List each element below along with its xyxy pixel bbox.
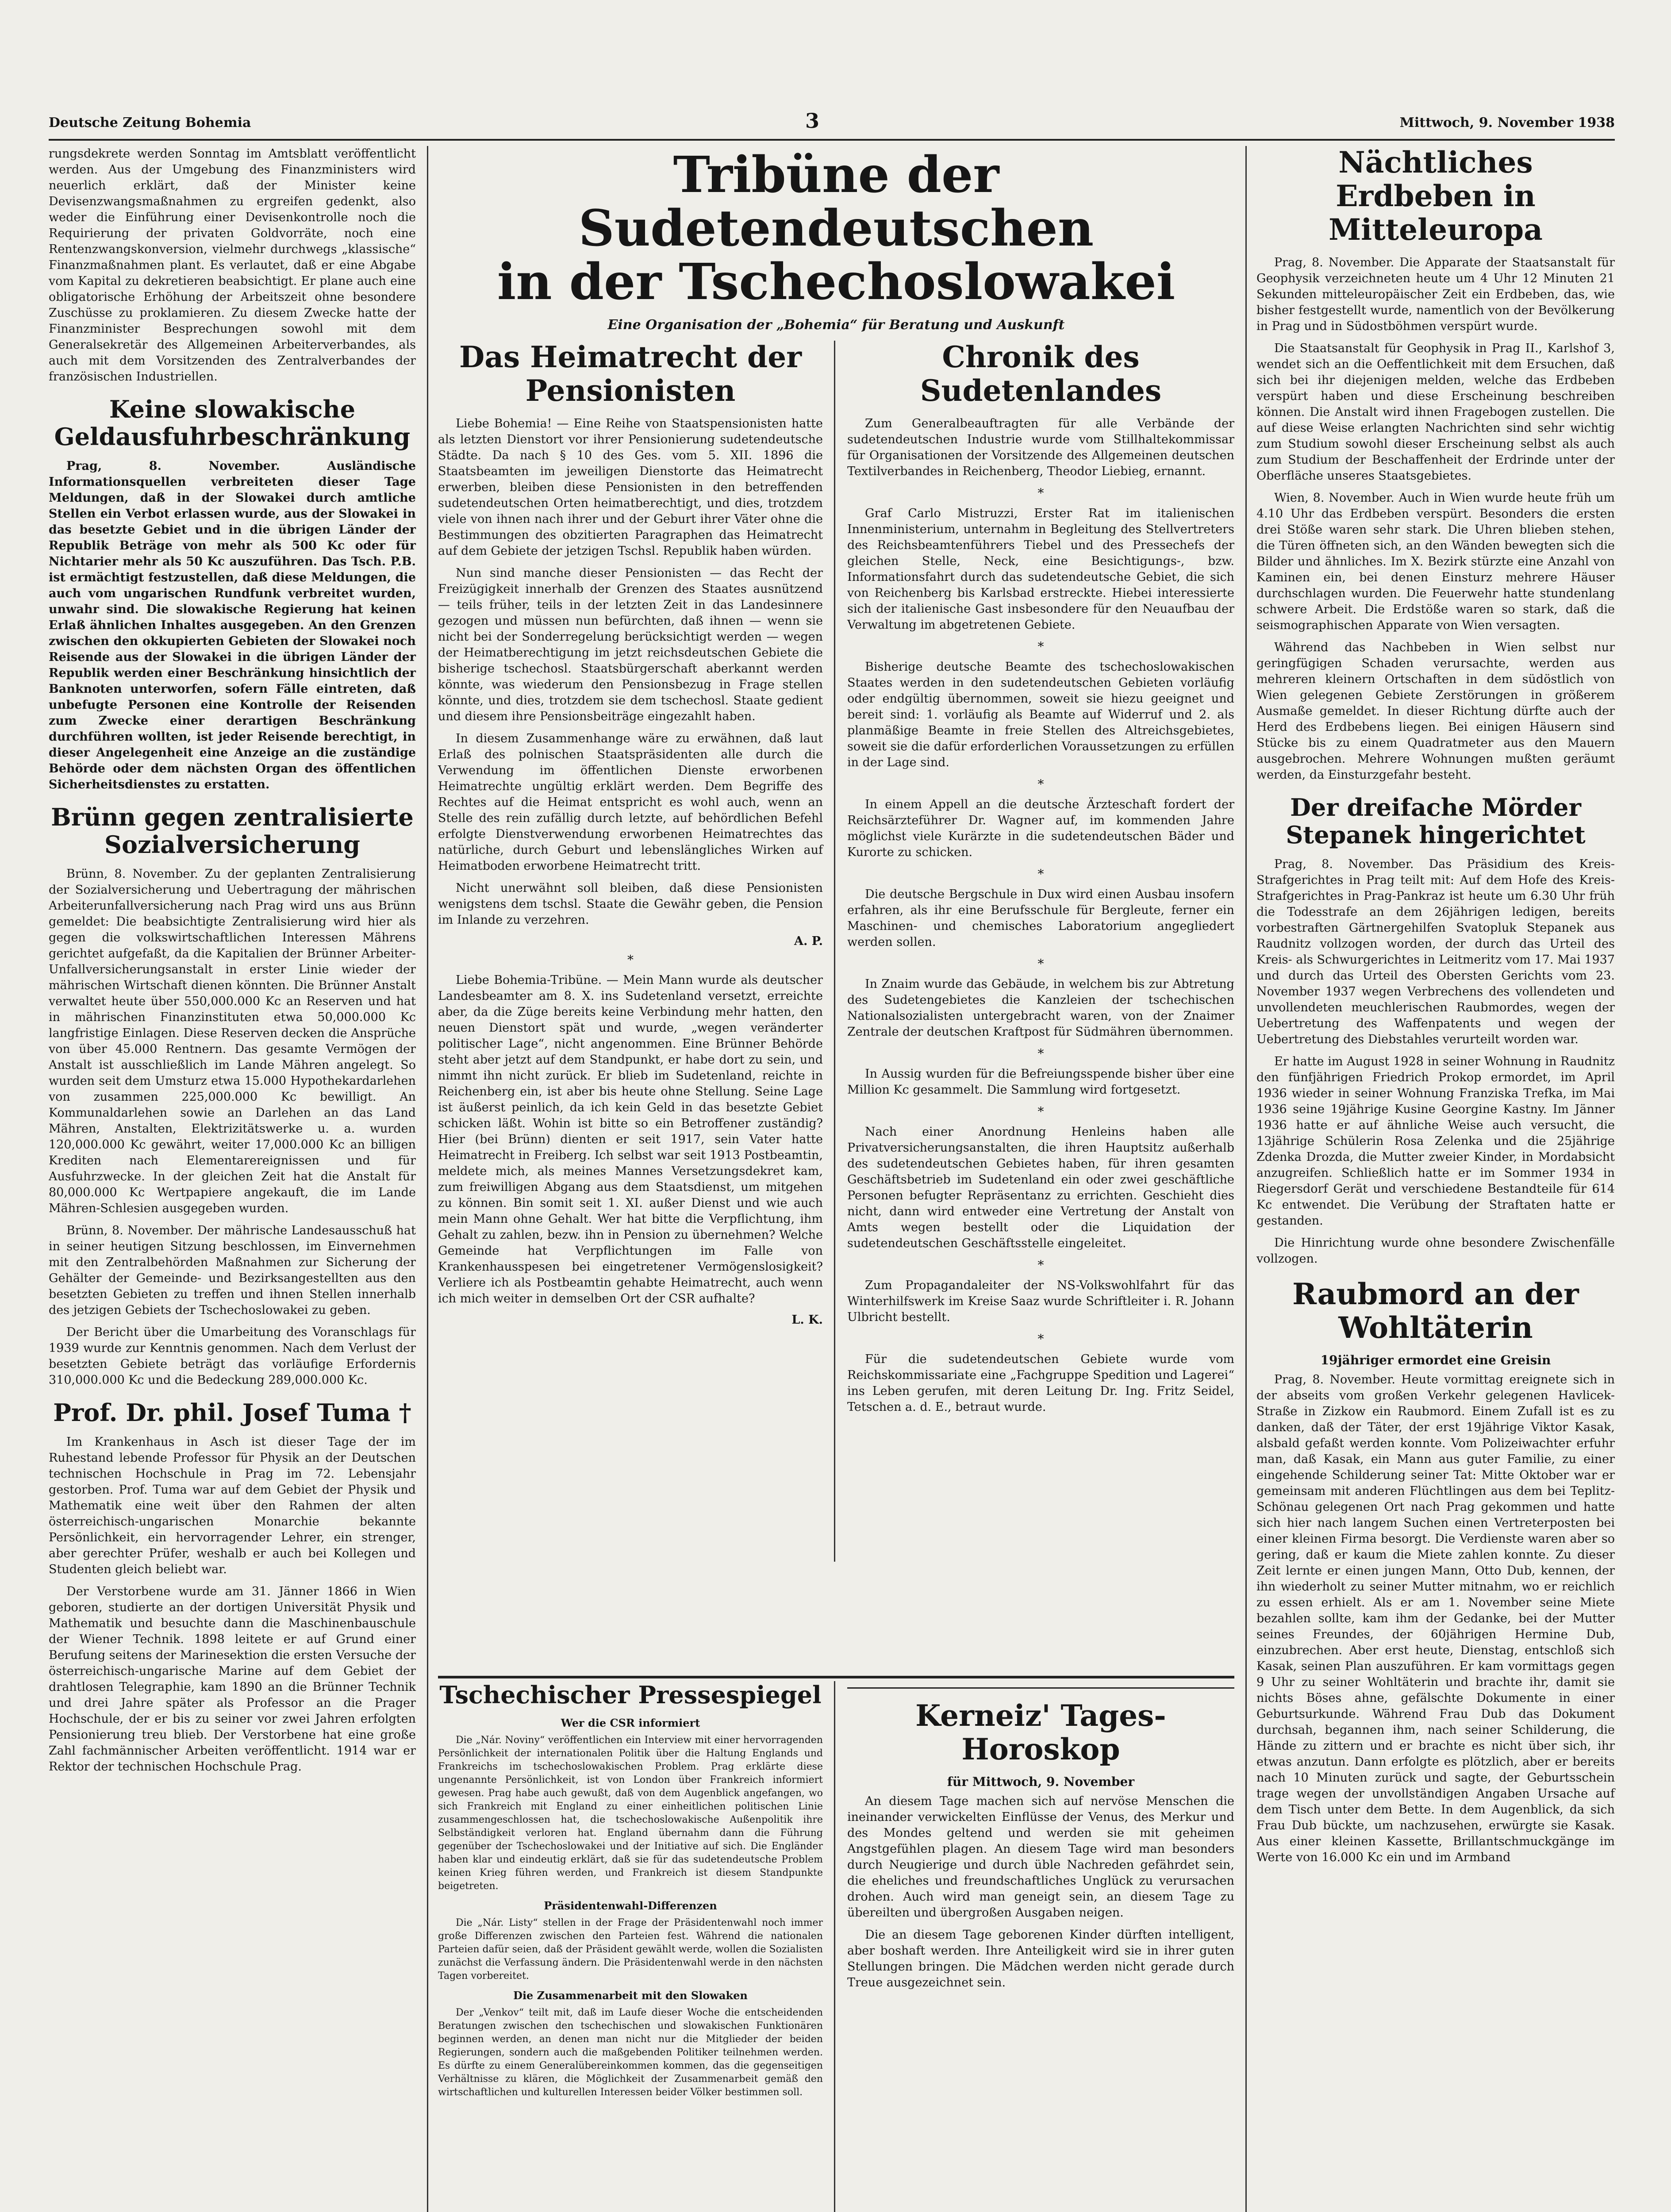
article-text: Nicht unerwähnt soll bleiben, daß diese Pensionisten wenigstens dem tschsl. Staate die Gewähr geben, die Pension im Inlande zu verzehren. bbox=[438, 881, 823, 927]
article-text: Nun sind manche dieser Pensionisten — das Recht der Freizügigkeit innerhalb der Grenzen des Staates ausnützend — teils früher, teils in der letzten Zeit in das Landesinnere gezogen und müssen nun befürchten, daß ihnen — wenn sie nicht bei der Sonderregelung berücksichtigt werden — wegen der Heimatberechtigung im jetzt reichsdeutschen Gebiete die bisherige tschechosl. Staatsbürgerschaft aberkannt werden könnte, was wiederum den Pensionsbezug in Frage stellen könnte, und dies, trotzdem sie dem tschechosl. Staate gedient und diesem ihre Pensionsbeiträge eingezahlt haben. bbox=[438, 566, 823, 723]
article-text: Zum Propagandaleiter der NS-Volkswohlfahrt für das Winterhilfswerk im Kreise Saaz wurde Schriftleiter i. R. Johann Ulbricht bestellt. bbox=[847, 1278, 1234, 1324]
separator-star: * bbox=[1037, 1331, 1044, 1346]
article-text: Prag, 8. November. Heute vormittag ereignete sich in der abseits vom großen Verkehr gelegenen Havlicek-Straße in Zizkow ein Raubmord. Einem Zufall ist es zu danken, daß der Täter, der erst 19jährige Viktor Kasak, alsbald gefaßt werden konnte. Vom Polizeiwachter erfuhr man, daß Kasak, ein Mann aus guter Familie, zu einer eingehende Schilderung seiner Tat: Mitte Oktober war er gemeinsam mit anderen Flüchtlingen aus dem bei Teplitz-Schönau gelegenen Ort nach Prag gekommen und hatte sich hier nach langem Suchen einen Vertreterposten bei einer kleinen Firma besorgt. Die Verdienste waren aber so gering, daß er kaum die Miete zahlen konnte. Zu dieser Zeit lernte er einen jungen Mann, Otto Dub, kennen, der ihn wiederholt zu seiner Mutter mitnahm, wo er reichlich zu essen erhielt. Als er am 1. November seine Miete bezahlen sollte, kam ihm der Gedanke, bei der Mutter seines Freundes, der 60jährigen Hermine Dub, einzubrechen. Aber erst heute, Dienstag, entschloß sich Kasak, seinen Plan auszuführen. Er kam vormittags gegen 9 Uhr zu seiner Wohltäterin und brachte ihr, damit sie nichts Böses ahne, gefälschte Dokumente in einer Geburtsurkunde. Während Frau Dub das Dokument durchsah, begannen ihm, nach seiner Schilderung, die Hände zu zittern und er brachte es nicht über sich, ihr etwas anzutun. Dann erfolgte es plötzlich, aber er bereits nach 10 Minuten zurück und sagte, der Geburtsschein trage wegen der unvollständigen Angaben Ursache auf dem Tisch unter dem Bette. In dem Augenblick, da sich Frau Dub bückte, um nachzusehen, erwürgte sie Kasak. Aus einer kleinen Kassette, Brillantschmuckgänge im Werte von 16.000 Kc ein und im Armband bbox=[1256, 1372, 1615, 1864]
subheading: Präsidentenwahl-Differenzen bbox=[544, 1899, 717, 1912]
article-text: Brünn, 8. November. Der mährische Landesausschuß hat in seiner heutigen Sitzung beschlossen, im Einvernehmen mit den Zentralbehörden Maßnahmen zur Sicherung der Gehälter der Gemeinde- und Bezirksangestellten aus den besetzten Gebieten zu treffen und ihnen Stellen innerhalb des jetzigen Gebiets der Tschechoslowakei zu geben. bbox=[49, 1224, 416, 1317]
separator-star: * bbox=[1037, 956, 1044, 971]
tribune-section bbox=[438, 146, 1234, 2098]
article-text: Nach einer Anordnung Henleins haben alle Privatversicherungsanstalten, die ihren Hauptsitz außerhalb des sudetendeutschen Gebietes haben, für ihren gesamten Geschäftsbetrieb im Sudetenland ein oder zwei geschäftliche Personen befugter Repräsentanz zu errichten. Geschieht dies nicht, dann wird entweder eine Vertretung der Anstalt von Amts wegen bestellt oder die Liquidation der sudetendeutschen Geschäftsstelle eingeleitet. bbox=[847, 1125, 1234, 1250]
tribune-right-column bbox=[847, 341, 1234, 1421]
subheading: für Mittwoch, 9. November bbox=[947, 1774, 1135, 1789]
article-text: Prag, 8. November. Die Apparate der Staatsanstalt für Geophysik verzeichneten heute um 4 Uhr 12 Minuten 21 Sekunden mitteleuropäischer Zeit ein Erdbeben, das, wie bisher festgestellt wurde, namentlich von der Bevölkerung in Prag und in Südostböhmen verspürt wurde. bbox=[1256, 255, 1615, 333]
article-text: Prag, 8. November. Ausländische Informationsquellen verbreiteten dieser Tage Meldungen, daß in der Slowakei durch amtliche Stellen ein Verbot erlassen wurde, aus der Slowakei in das besetzte Gebiet und in die übrigen Länder der Republik Beträge von mehr als 500 Kc oder für Nichtarier mehr als 50 Kc auszuführen. Das Tsch. P.B. ist ermächtigt festzustellen, daß diese Meldungen, die auch vom ungarischen Rundfunk verbreitet wurden, unwahr sind. Die slowakische Regierung hat keinen Erlaß ähnlichen Inhaltes ausgegeben. An den Grenzen zwischen den okkupierten Gebieten der Slowakei noch Reisende aus der Slowakei in die übrigen Länder der Republik werden einer Beschränkung hinsichtlich der Banknoten unterworfen, sofern Fälle eintreten, daß unbefugte Personen eine Kontrolle der Reisenden zum Zwecke einer derartigen Beschränkung durchführen wollten, ist jeder Reisende berechtigt, in dieser Angelegenheit eine Anzeige an die zuständige Behörde oder dem nächsten Organ des öffentlichen Sicherheitsdienstes zu erstatten. bbox=[49, 459, 416, 792]
separator-star: * bbox=[1037, 866, 1044, 881]
tribune-subtitle: Eine Organisation der „Bohemia“ für Beratung und Auskunft bbox=[607, 317, 1065, 333]
article-text: Die deutsche Bergschule in Dux wird einen Ausbau insofern erfahren, als ihr eine Berufsschule für Bergleute, ferner ein Maschinen- und chemisches Laboratorium angegliedert werden sollen. bbox=[847, 887, 1234, 949]
article-text: Wien, 8. November. Auch in Wien wurde heute früh um 4.10 Uhr das Erdbeben verspürt. Besonders die ersten drei Stöße waren sehr stark. Die Uhren blieben stehen, die Türen öffneten sich, an den Wänden bewegten sich die Bilder und ähnliches. Im X. Bezirk stürzte eine Anzahl von Kaminen ein, bei denen Einsturz mehrere Häuser durchschlagen wurden. Die Feuerwehr hatte stundenlang schwere Arbeit. Die Erdstöße waren so stark, daß die seismographischen Apparate von Wien versagten. bbox=[1256, 491, 1615, 632]
headline-heimatrecht: Das Heimatrecht der Pensionisten bbox=[459, 339, 802, 408]
header-rule bbox=[49, 139, 1615, 141]
newspaper-page bbox=[49, 102, 1615, 2212]
separator-star: * bbox=[627, 952, 634, 967]
article-text: In Znaim wurde das Gebäude, in welchem bis zur Abtretung des Sudetengebietes die Kanzleien der tschechischen Nationalsozialisten untergebracht waren, von der Znaimer Zentrale der deutschen Kraftpost für Südmähren übernommen. bbox=[847, 977, 1234, 1039]
lower-center bbox=[438, 1668, 1234, 2098]
issue-date: Mittwoch, 9. November 1938 bbox=[1399, 115, 1615, 131]
section-rule bbox=[847, 1687, 1234, 1689]
subheading: Wer die CSR informiert bbox=[561, 1717, 700, 1730]
article-text: An diesem Tage machen sich auf nervöse Menschen die ineinander verwickelten Einflüsse der Venus, des Merkur und des Mondes geltend und werden sie mit geheimen Angstgefühlen plagen. An diesem Tage wird man besonders durch Neugierige und durch üble Nachreden gefährdet sein, die eheliches und freundschaftliches Unglück zu verursachen drohen. Auch wird man geneigt sein, an diesem Tage zu übereilten und übergroßen Ausgaben neigen. bbox=[847, 1794, 1234, 1920]
headline-raubmord: Raubmord an der Wohltäterin bbox=[1292, 1276, 1579, 1345]
tribune-left-column bbox=[438, 341, 823, 1331]
article-text: Er hatte im August 1928 in seiner Wohnung in Raudnitz den fünfjährigen Friedrich Prokop ermordet, im April 1936 wieder in seiner Wohnung Franziska Trefka, im Mai 1936 seine 19jährige Kusine Georgine Kastny. Im Jänner 1936 hatte er auf ähnliche Weise auch versucht, die 13jährige Schülerin Rosa Zelenka und die 25jährige Zdenka Drozda, die Mutter zweier Kinder, in Mordabsicht anzugreifen. Schließlich hatte er im Sommer 1934 in Riegersdorf Gerät und verschiedene Bestandteile für 614 Kc entwendet. Die Verübung der Straftaten hatte er gestanden. bbox=[1256, 1054, 1615, 1228]
headline-sozialversicherung: Brünn gegen zentralisierte Sozialversicherung bbox=[51, 803, 414, 859]
subheading: 19jähriger ermordet eine Greisin bbox=[1320, 1352, 1551, 1367]
headline-stepanek: Der dreifache Mörder Stepanek hingerichtet bbox=[1286, 793, 1586, 849]
separator-star: * bbox=[1037, 776, 1044, 791]
tribune-title-line2: in der Tschechoslowakei bbox=[497, 253, 1175, 311]
headline-chronik: Chronik des Sudetenlandes bbox=[920, 339, 1162, 408]
column-divider bbox=[834, 1681, 835, 2212]
article-text: In diesem Zusammenhange wäre zu erwähnen, daß laut Erlaß des polnischen Staatspräsidenten alle durch die Verwendung im öffentlichen Dienste erworbenen Heimatrechte ungültig erklärt werden. Dem Begriffe des Rechtes auf die Heimat entspricht es wohl auch, wenn an Stelle des rein zufällig durch letzte, auf behördlichen Befehl erfolgte Dienstverwendung erworbenen Heimatrechtes das natürliche, durch Geburt und lebenslängliches Wirken auf Heimatboden erworbene Heimatrecht tritt. bbox=[438, 731, 823, 873]
article-text: Prag, 8. November. Das Präsidium des Kreis-Strafgerichtes in Prag teilt mit: Auf dem Hofe des Kreis-Strafgerichtes in Prag-Pankraz ist heute um 6.30 Uhr früh die Todesstrafe an dem 26jährigen ledigen, bereits vorbestraften Gärtnergehilfen Svatopluk Stepanek aus Raudnitz vollzogen worden, der durch das Urteil des Kreis- als Schwurgerichtes in Leitmeritz vom 17. Mai 1937 und durch das Urteil des Obersten Gerichts vom 23. November 1937 wegen Verbrechens des vollendeten und unvollendeten meuchlerischen Raubmordes, wegen der Uebertretung des Waffenpatents und wegen der Uebertretung des Diebstahles verurteilt worden war. bbox=[1256, 857, 1615, 1046]
article-text: Im Krankenhaus in Asch ist dieser Tage der im Ruhestand lebende Professor für Physik an der Deutschen technischen Hochschule in Prag im 72. Lebensjahr gestorben. Prof. Tuma war auf dem Gebiet der Physik und Mathematik eine weit über den Rahmen der alten österreichisch-ungarischen Monarchie bekannte Persönlichkeit, ein hervorragender Lehrer, ein strenger, aber gerechter Prüfer, weshalb er auch bei Kollegen und Studenten gleich beliebt war. bbox=[49, 1435, 416, 1577]
signature: A. P. bbox=[794, 934, 823, 948]
article-text: Graf Carlo Mistruzzi, Erster Rat im italienischen Innenministerium, unternahm in Begleitung des Stellvertreters des Reichsbeamtenführers Tiebel und des Pressechefs der gleichen Stelle, Neck, eine Besichtigungs-, bzw. Informationsfahrt durch das sudetendeutsche Gebiet, die sich von Reichenberg bis Karlsbad erstreckte. Hiebei interessierte sich der italienische Gast insbesondere für den Neuaufbau der Verwaltung im abgetretenen Gebiete. bbox=[847, 506, 1234, 632]
article-text: Brünn, 8. November. Zu der geplanten Zentralisierung der Sozialversicherung und Uebertragung der mährischen Arbeiterunfallversicherung nach Prag wird uns aus Brünn gemeldet: Die beabsichtigte Zentralisierung wird hier als gegen die volkswirtschaftlichen Interessen Mährens gerichtet aufgefaßt, da die Kapitalien der Brünner Arbeiter-Unfallversicherungsanstalt in erster Linie wieder der mährischen Wirtschaft dienen könnten. Die Brünner Anstalt verwaltet heute über 550,000.000 Kc an Reserven und hat in mährischen Finanzinstituten etwa 50,000.000 Kc langfristige Einlagen. Diese Reserven decken die Ansprüche von über 45.000 Rentnern. Das gesamte Vermögen der Anstalt ist ausschließlich im Lande Mähren angelegt. So wurden seit dem Umsturz etwa 15.000 Hypothekardarlehen von zusammen 225,000.000 Kc bewilligt. An Kommunaldarlehen sowie an Darlehen an das Land Mähren, Anstalten, Elektrizitätswerke u. a. wurden 120,000.000 Kc gewährt, weiter 17,000.000 Kc an billigen Krediten nach Elementarereignissen und für Ausfuhrzwecke. In der gleichen Zeit hat die Anstalt für 80,000.000 Kc Wertpapiere angekauft, die im Lande Mähren-Schlesien ausgegeben wurden. bbox=[49, 867, 416, 1216]
separator-star: * bbox=[1037, 1046, 1044, 1061]
column-divider bbox=[1245, 146, 1247, 2212]
article-text: Die „Nár. Listy“ stellen in der Frage der Präsidentenwahl noch immer große Differenzen zwischen den Parteien fest. Während die nationalen Parteien dafür seien, daß der Präsident gewählt werde, wollen die Sozialisten zunächst die Verfassung ändern. Die Präsidentenwahl werde in den nächsten Tagen vorbereitet. bbox=[438, 1917, 823, 1982]
headline-horoskop: Kerneiz' Tages-Horoskop bbox=[915, 1698, 1166, 1767]
masthead-name: Deutsche Zeitung Bohemia bbox=[49, 115, 251, 131]
article-text: Der Bericht über die Umarbeitung des Voranschlags für 1939 wurde zur Kenntnis genommen. Nach dem Verlust der besetzten Gebiete beträgt das vorläufige Erfordernis 310,000.000 Kc und die Bedeckung 289,000.000 Kc. bbox=[49, 1325, 416, 1387]
article-text: In einem Appell an die deutsche Ärzteschaft fordert der Reichsärzteführer Dr. Wagner auf, im kommenden Jahre möglichst viele Kurärzte in die sudetendeutschen Bäder und Kurorte zu schicken. bbox=[847, 797, 1234, 859]
article-text: Die an diesem Tage geborenen Kinder dürften intelligent, aber boshaft werden. Ihre Anteiligkeit wird sie in ihrer guten Stellungen bringen. Die Mädchen werden nicht gerade durch Treue ausgezeichnet sein. bbox=[847, 1928, 1234, 1989]
headline-geldausfuhr: Keine slowakische Geldausfuhrbeschränkung bbox=[54, 395, 411, 451]
article-text: Bisherige deutsche Beamte des tschechoslowakischen Staates werden in den sudetendeutschen Gebieten vorläufig oder endgültig übernommen, soweit sie hiezu geeignet und bereit sind: 1. vorläufig als Beamte auf Widerruf und 2. als planmäßige Beamte in freie Stellen des Altreichsgebietes, soweit sie die dafür erforderlichen Voraussetzungen zu erfüllen in der Lage sind. bbox=[847, 660, 1234, 769]
separator-star: * bbox=[1037, 1257, 1044, 1272]
article-text: Der „Venkov“ teilt mit, daß im Laufe dieser Woche die entscheidenden Beratungen zwischen den tschechischen und slowakischen Funktionären beginnen werden, an denen man nicht nur die Mitglieder der beiden Regierungen, sondern auch die maßgebenden Politiker teilnehmen werden. Es dürfte zu einem Generalübereinkommen kommen, das die gegenseitigen Verhältnisse zu klären, die Möglichkeit der Zusammenarbeit gemäß den wirtschaftlichen und kulturellen Interessen beider Völker bestimmen soll. bbox=[438, 2007, 823, 2098]
column-4 bbox=[1256, 146, 1615, 1872]
headline-erdbeben: Nächtliches Erdbeben in Mitteleuropa bbox=[1329, 145, 1543, 247]
article-text: Die „Nár. Noviny“ veröffentlichen ein Interview mit einer hervorragenden Persönlichkeit der internationalen Politik über die Haltung Englands und Frankreichs im tschechoslowakischen Problem. Prag erklärte diese ungenannte Persönlichkeit, ist von London über Frankreich informiert gewesen. Prag habe auch gewußt, daß von dem Augenblick angefangen, wo sich Frankreich mit England zu einer einheitlichen politischen Linie zusammengeschlossen hat, die tschechoslowakische Außenpolitik ihre Selbständigkeit verloren hat. England übernahm dann die Führung gegenüber der Tschechoslowakei und der Initiative auf sich. Die Engländer haben klar und eindeutig erklärt, daß sie für das sudetendeutsche Problem keinen Krieg führen werden, und Frankreich ist diesem Standpunkte beigetreten. bbox=[438, 1735, 823, 1892]
subheading: Die Zusammenarbeit mit den Slowaken bbox=[513, 1989, 748, 2002]
headline-pressespiegel: Tschechischer Pressespiegel bbox=[439, 1681, 822, 1709]
separator-star: * bbox=[1037, 639, 1044, 654]
separator-star: * bbox=[1037, 1104, 1044, 1119]
tribune-title: Tribüne der Sudetendeutschen bbox=[578, 146, 1094, 257]
article-text: Die Hinrichtung wurde ohne besondere Zwischenfälle vollzogen. bbox=[1256, 1236, 1615, 1266]
section-rule bbox=[438, 1676, 1234, 1678]
column-divider bbox=[834, 341, 835, 1562]
article-text: Der Verstorbene wurde am 31. Jänner 1866 in Wien geboren, studierte an der dortigen Universität Physik und Mathematik und besuchte dann die Maschinenbauschule der Wiener Technik. 1898 leitete er auf Grund einer Berufung seitens der Marinesektion die ersten Versuche der österreichisch-ungarische Marine auf dem Gebiet der drahtlosen Telegraphie, kam 1890 an die Brünner Technik und drei Jahre später als Professor an die Prager Hochschule, der er bis zu seiner vor zwei Jahren erfolgten Pensionierung treu blieb. Der Verstorbene hat eine große Zahl fachmännischer Arbeiten veröffentlicht. 1914 war er Rektor der technischen Hochschule Prag. bbox=[49, 1585, 416, 1774]
pressespiegel-column bbox=[438, 1681, 823, 2105]
horoskop-column bbox=[847, 1681, 1234, 1997]
article-text: Liebe Bohemia-Tribüne. — Mein Mann wurde als deutscher Landesbeamter am 8. X. ins Sudetenland versetzt, erreichte aber, da die Züge bereits keine Verbindung mehr hatten, den neuen Dienstort spät und wurde, „wegen veränderter politischer Lage“, nicht angenommen. Eine Brünner Behörde steht aber jetzt auf dem Standpunkt, er habe dort zu sein, und nimmt ihn nicht zurück. Er blieb im Sudetenland, reichte in Reichenberg ein, ist aber bis heute ohne Stellung. Seine Lage ist äußerst peinlich, da ich kein Geld in das besetzte Gebiet schicken läßt. Wohin ist bitte so ein Betroffener zuständig? Hier (bei Brünn) dienten er seit 1917, sein Vater hatte Heimatrecht in Freiberg. Ich selbst war seit 1913 Postbeamtin, meldete mich, als meines Mannes Versetzungsdekret kam, zum freiwilligen Abgang aus dem Staatsdienst, um mitgehen zu können. Bin somit seit 1. XI. außer Dienst und wie auch mein Mann ohne Gehalt. Wer hat bitte die Verpflichtung, ihm Gehalt zu zahlen, bezw. ihn in Pension zu übernehmen? Welche Gemeinde hat Verpflichtungen im Falle von Krankenhausspesen bei eingetretener Vermögenslosigkeit? Verliere ich als Postbeamtin gehabte Heimatrecht, auch wenn ich mich weiter in demselben Ort der CSR aufhalte? bbox=[438, 973, 823, 1306]
page-header bbox=[49, 102, 1615, 137]
intro-article-text: rungsdekrete werden Sonntag im Amtsblatt veröffentlicht werden. Aus der Umgebung des Finanzministers wird neuerlich erklärt, daß der Minister keine Devisenzwangsmaßnahmen zu ergreifen gedenkt, also weder die Einführung einer Devisenkontrolle noch die Requirierung der privaten Goldvorräte, noch eine Rentenzwangskonversion, vielmehr durchwegs „klassische“ Finanzmaßnahmen plant. Es verlautet, daß er eine Abgabe vom Kapital zu dekretieren beabsichtigt. Er plane auch eine obligatorische Erhöhung der Arbeitszeit ohne besondere Zuschüsse zu proklamieren. Zu diesem Zwecke hatte der Finanzminister Besprechungen sowohl mit dem Generalsekretär des Allgemeinen Arbeiterverbandes, als auch mit dem Vorsitzenden des Zentralverbandes der französischen Industriellen. bbox=[49, 147, 416, 384]
article-text: Liebe Bohemia! — Eine Reihe von Staatspensionisten hatte als letzten Dienstort vor ihrer Pensionierung sudetendeutsche Städte. Da nach § 10 des Ges. vom 5. XII. 1896 die Staatsbeamten im jeweiligen Dienstorte das Heimatrecht erwerben, bleiben diese Pensionisten in den betreffenden sudetendeutschen Orten heimatberechtigt, und dies, trotzdem viele von ihnen nach ihrer und der Geburt ihrer Väter ohne die Bestimmungen des obzitierten Paragraphen das Heimatrecht auf dem Gebiete der jetzigen Tschsl. Republik haben würden. bbox=[438, 416, 823, 558]
column-1 bbox=[49, 146, 416, 1781]
page-number: 3 bbox=[805, 109, 820, 133]
column-divider bbox=[427, 146, 428, 2212]
article-text: Zum Generalbeauftragten für alle Verbände der sudetendeutschen Industrie wurde vom Stillhaltekommissar für Organisationen der Vorsitzende des Allgemeinen deutschen Textilverbandes in Reichenberg, Theodor Liebieg, ernannt. bbox=[847, 416, 1234, 478]
separator-star: * bbox=[1037, 485, 1044, 500]
article-text: Während das Nachbeben in Wien selbst nur geringfügigen Schaden verursachte, werden aus mehreren kleinern Ortschaften in dem südöstlich von Wien gelegenen Gebiete Zerstörungen in größerem Ausmaße gemeldet. In dieser Richtung dürfte auch der Herd des Erdbebens liegen. Bei einigen Häusern sind Stücke bis zu einem Quadratmeter aus den Mauern ausgebrochen. Mehrere Wohnungen mußten geräumt werden, da Einsturzgefahr besteht. bbox=[1256, 640, 1615, 782]
headline-obituary: Prof. Dr. phil. Josef Tuma † bbox=[53, 1398, 411, 1427]
article-text: Die Staatsanstalt für Geophysik in Prag II., Karlshof 3, wendet sich an die Oeffentlichkeit mit dem Ersuchen, daß sich bei ihr diejenigen melden, welche das Erdbeben verspürt haben und diese Erscheinung beschreiben können. Die Anstalt wird ihnen Fragebogen zustellen. Die auf diese Weise erlangten Nachrichten sind sehr wichtig zum Studium sowohl dieser Erscheinung selbst als auch zum Studium der Beschaffenheit der Erdrinde unter der Oberfläche unseres Staatsgebietes. bbox=[1256, 341, 1615, 483]
article-text: In Aussig wurden für die Befreiungsspende bisher über eine Million Kc gesammelt. Die Sammlung wird fortgesetzt. bbox=[847, 1067, 1234, 1097]
signature: L. K. bbox=[791, 1313, 823, 1327]
article-text: Für die sudetendeutschen Gebiete wurde vom Reichskommissariate eine „Fachgruppe Spedition und Lagerei“ ins Leben gerufen, mit deren Leitung Dr. Ing. Fritz Seidel, Tetschen a. d. E., betraut wurde. bbox=[847, 1352, 1234, 1414]
